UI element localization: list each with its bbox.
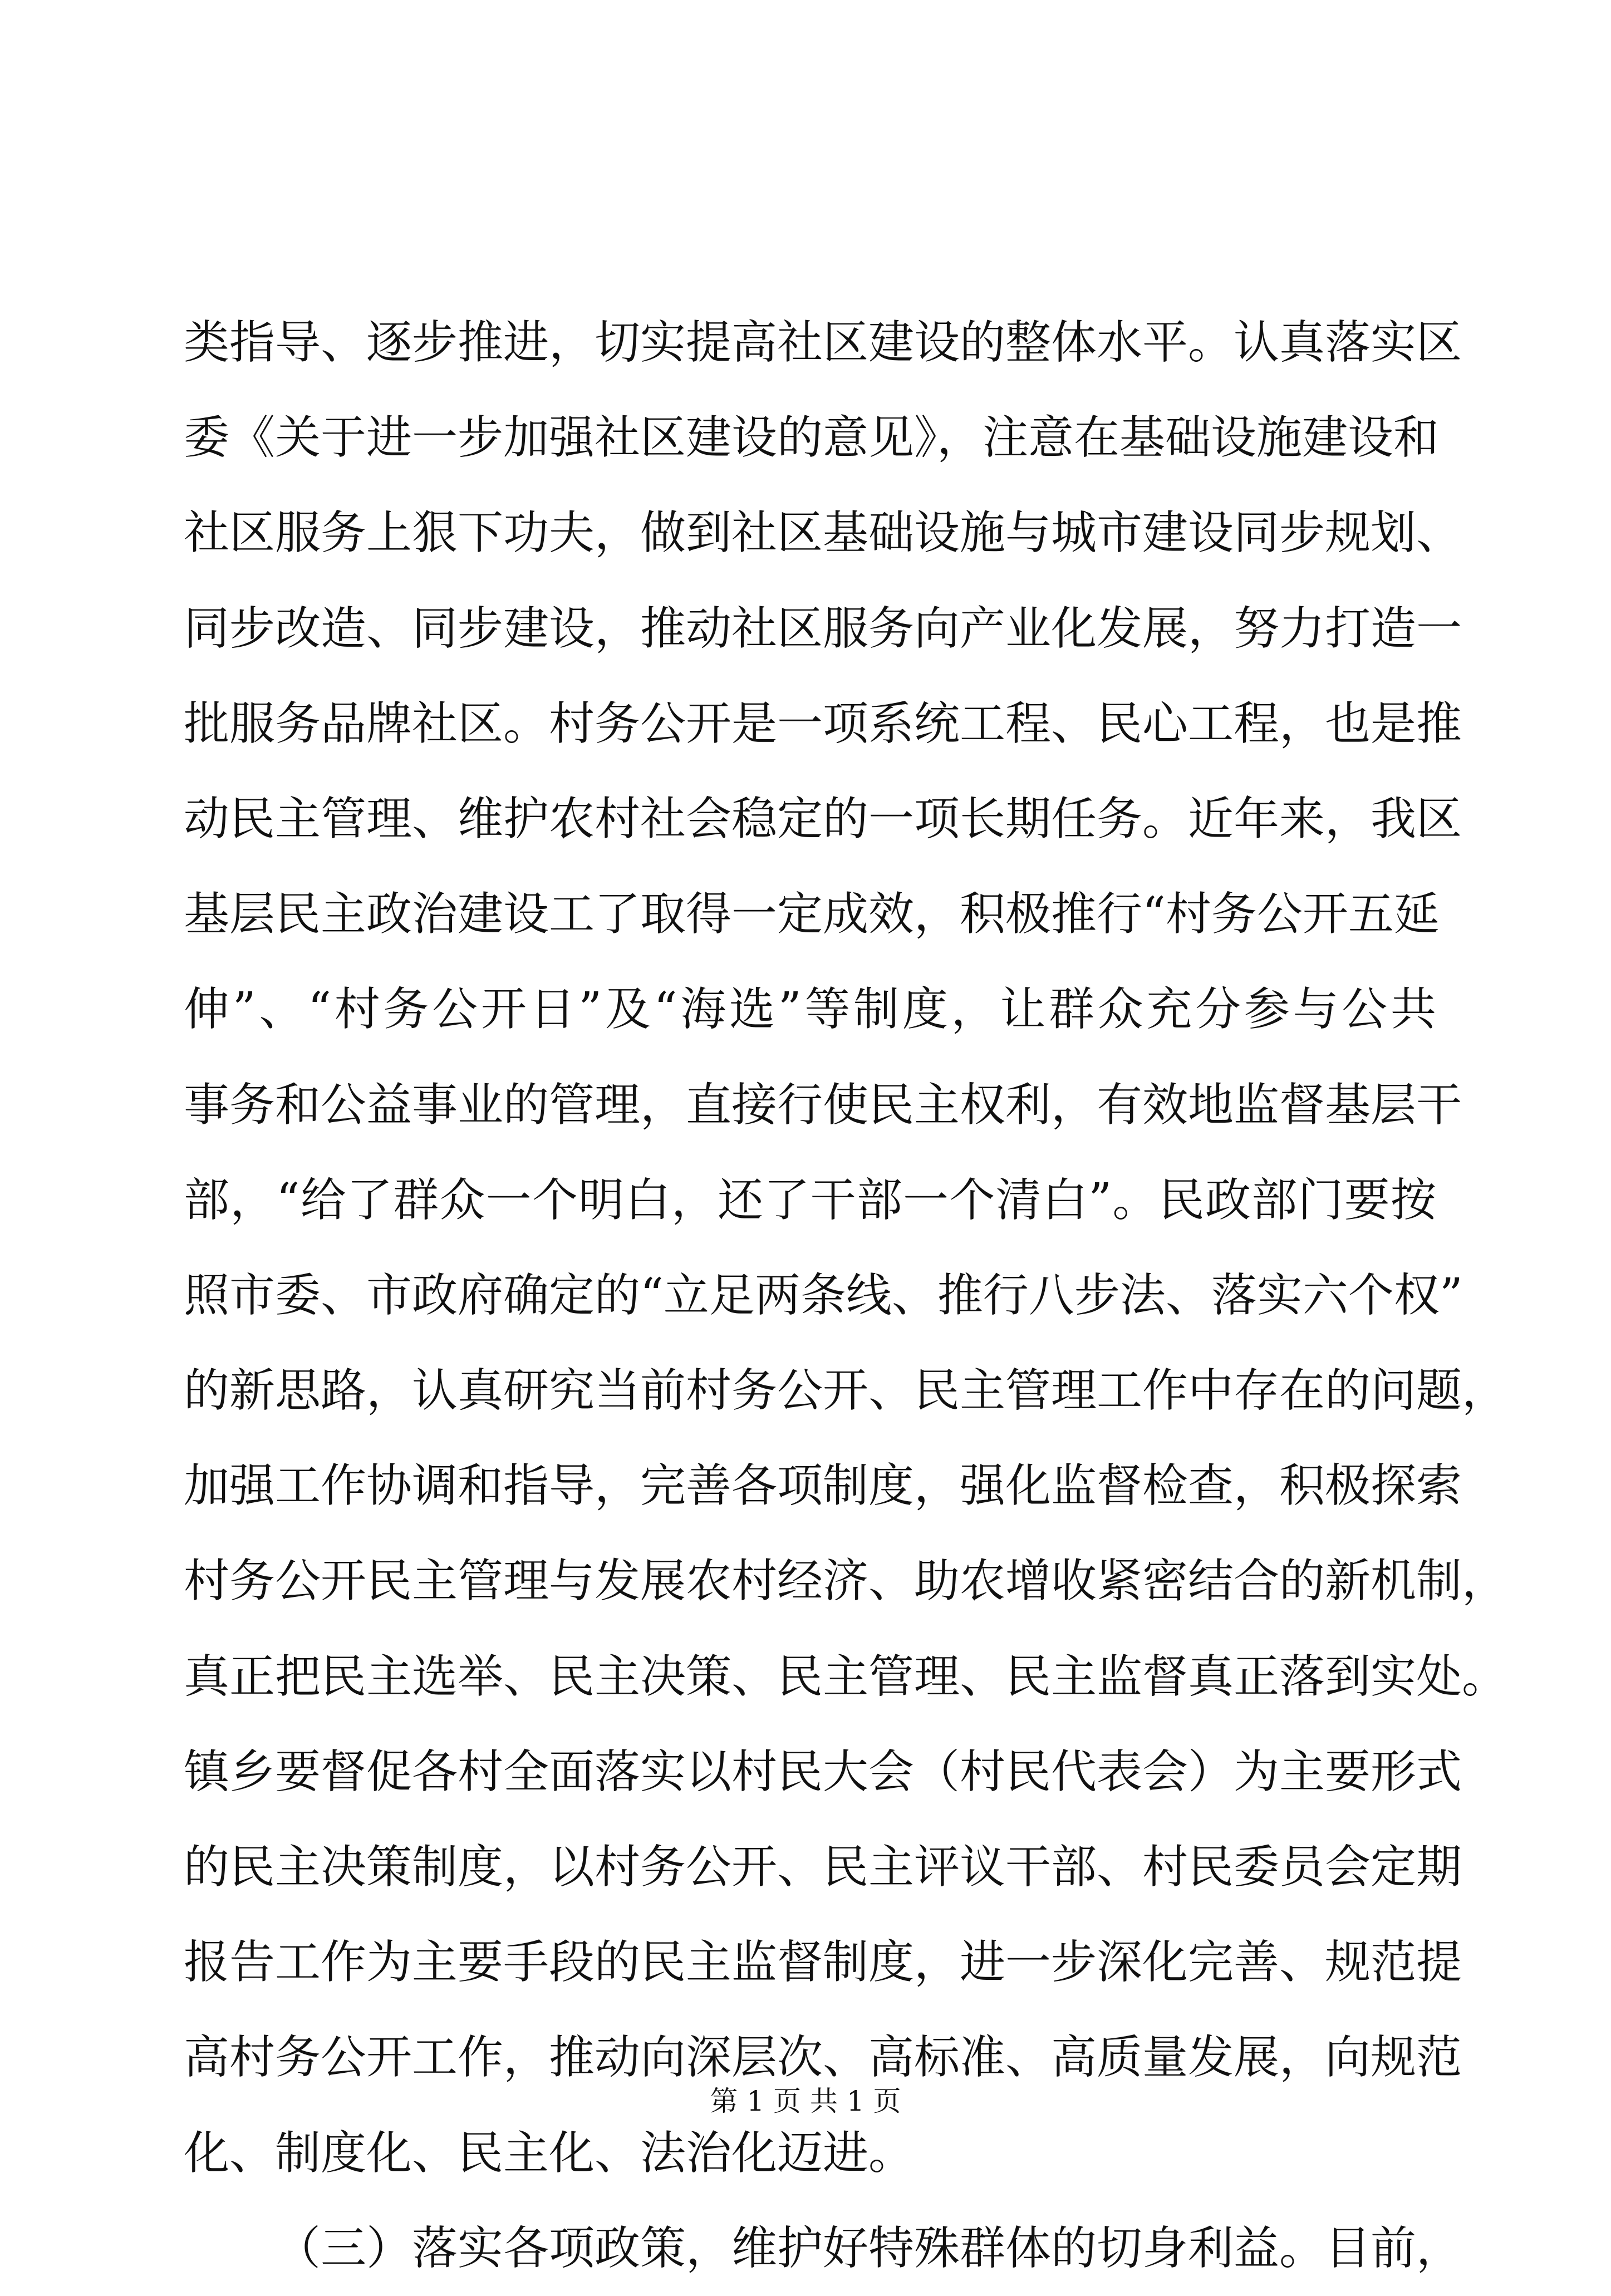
text-line: 照市委、市政府确定的“立足两条线、推行八步法、落实六个权”	[184, 1269, 1463, 1322]
paragraph-1	[184, 295, 1508, 2201]
text-line: 的民主决策制度，以村务公开、民主评议干部、村民委员会定期	[184, 1841, 1462, 1894]
text-line: 加强工作协调和指导，完善各项制度，强化监督检查，积极探索	[184, 1459, 1462, 1513]
paragraph-2	[184, 2201, 1462, 2296]
text-line: 委《关于进一步加强社区建设的意见》，注意在基础设施建设和	[184, 411, 1440, 465]
text-line: 的新思路，认真研究当前村务公开、民主管理工作中存在的问题，	[184, 1364, 1508, 1418]
body-text	[184, 295, 1508, 2296]
text-line: 社区服务上狠下功夫，做到社区基础设施与城市建设同步规划、	[184, 507, 1462, 560]
text-line: 伸”、“村务公开日”及“海选”等制度，让群众充分参与公共	[184, 983, 1436, 1036]
text-line: 基层民主政治建设工了取得一定成效，积极推行“村务公开五延	[184, 888, 1440, 941]
text-line: 部，“给了群众一个明白，还了干部一个清白”。民政部门要按	[184, 1173, 1436, 1227]
text-line: 动民主管理、维护农村社会稳定的一项长期任务。近年来，我区	[184, 792, 1462, 845]
text-line: 村务公开民主管理与发展农村经济、助农增收紧密结合的新机制，	[184, 1555, 1508, 1608]
text-line: 事务和公益事业的管理，直接行使民主权利，有效地监督基层干	[184, 1078, 1462, 1132]
page-footer	[0, 2082, 1611, 2121]
text-line: （三）落实各项政策，维护好特殊群体的切身利益。目前，	[275, 2221, 1462, 2275]
page-number: 第 1 页 共 1 页	[710, 2085, 901, 2117]
text-line: 高村务公开工作，推动向深层次、高标准、高质量发展，向规范	[184, 2031, 1462, 2084]
text-line: 报告工作为主要手段的民主监督制度，进一步深化完善、规范提	[184, 1936, 1462, 1989]
text-line: 同步改造、同步建设，推动社区服务向产业化发展，努力打造一	[184, 602, 1462, 655]
text-line: 批服务品牌社区。村务公开是一项系统工程、民心工程，也是推	[184, 697, 1462, 750]
text-line: 化、制度化、民主化、法治化迈进。	[184, 2126, 915, 2180]
text-line: 镇乡要督促各村全面落实以村民大会（村民代表会）为主要形式	[184, 1745, 1462, 1798]
text-line: 类指导、逐步推进，切实提高社区建设的整体水平。认真落实区	[184, 316, 1462, 369]
text-line: 真正把民主选举、民主决策、民主管理、民主监督真正落到实处。	[184, 1650, 1508, 1703]
